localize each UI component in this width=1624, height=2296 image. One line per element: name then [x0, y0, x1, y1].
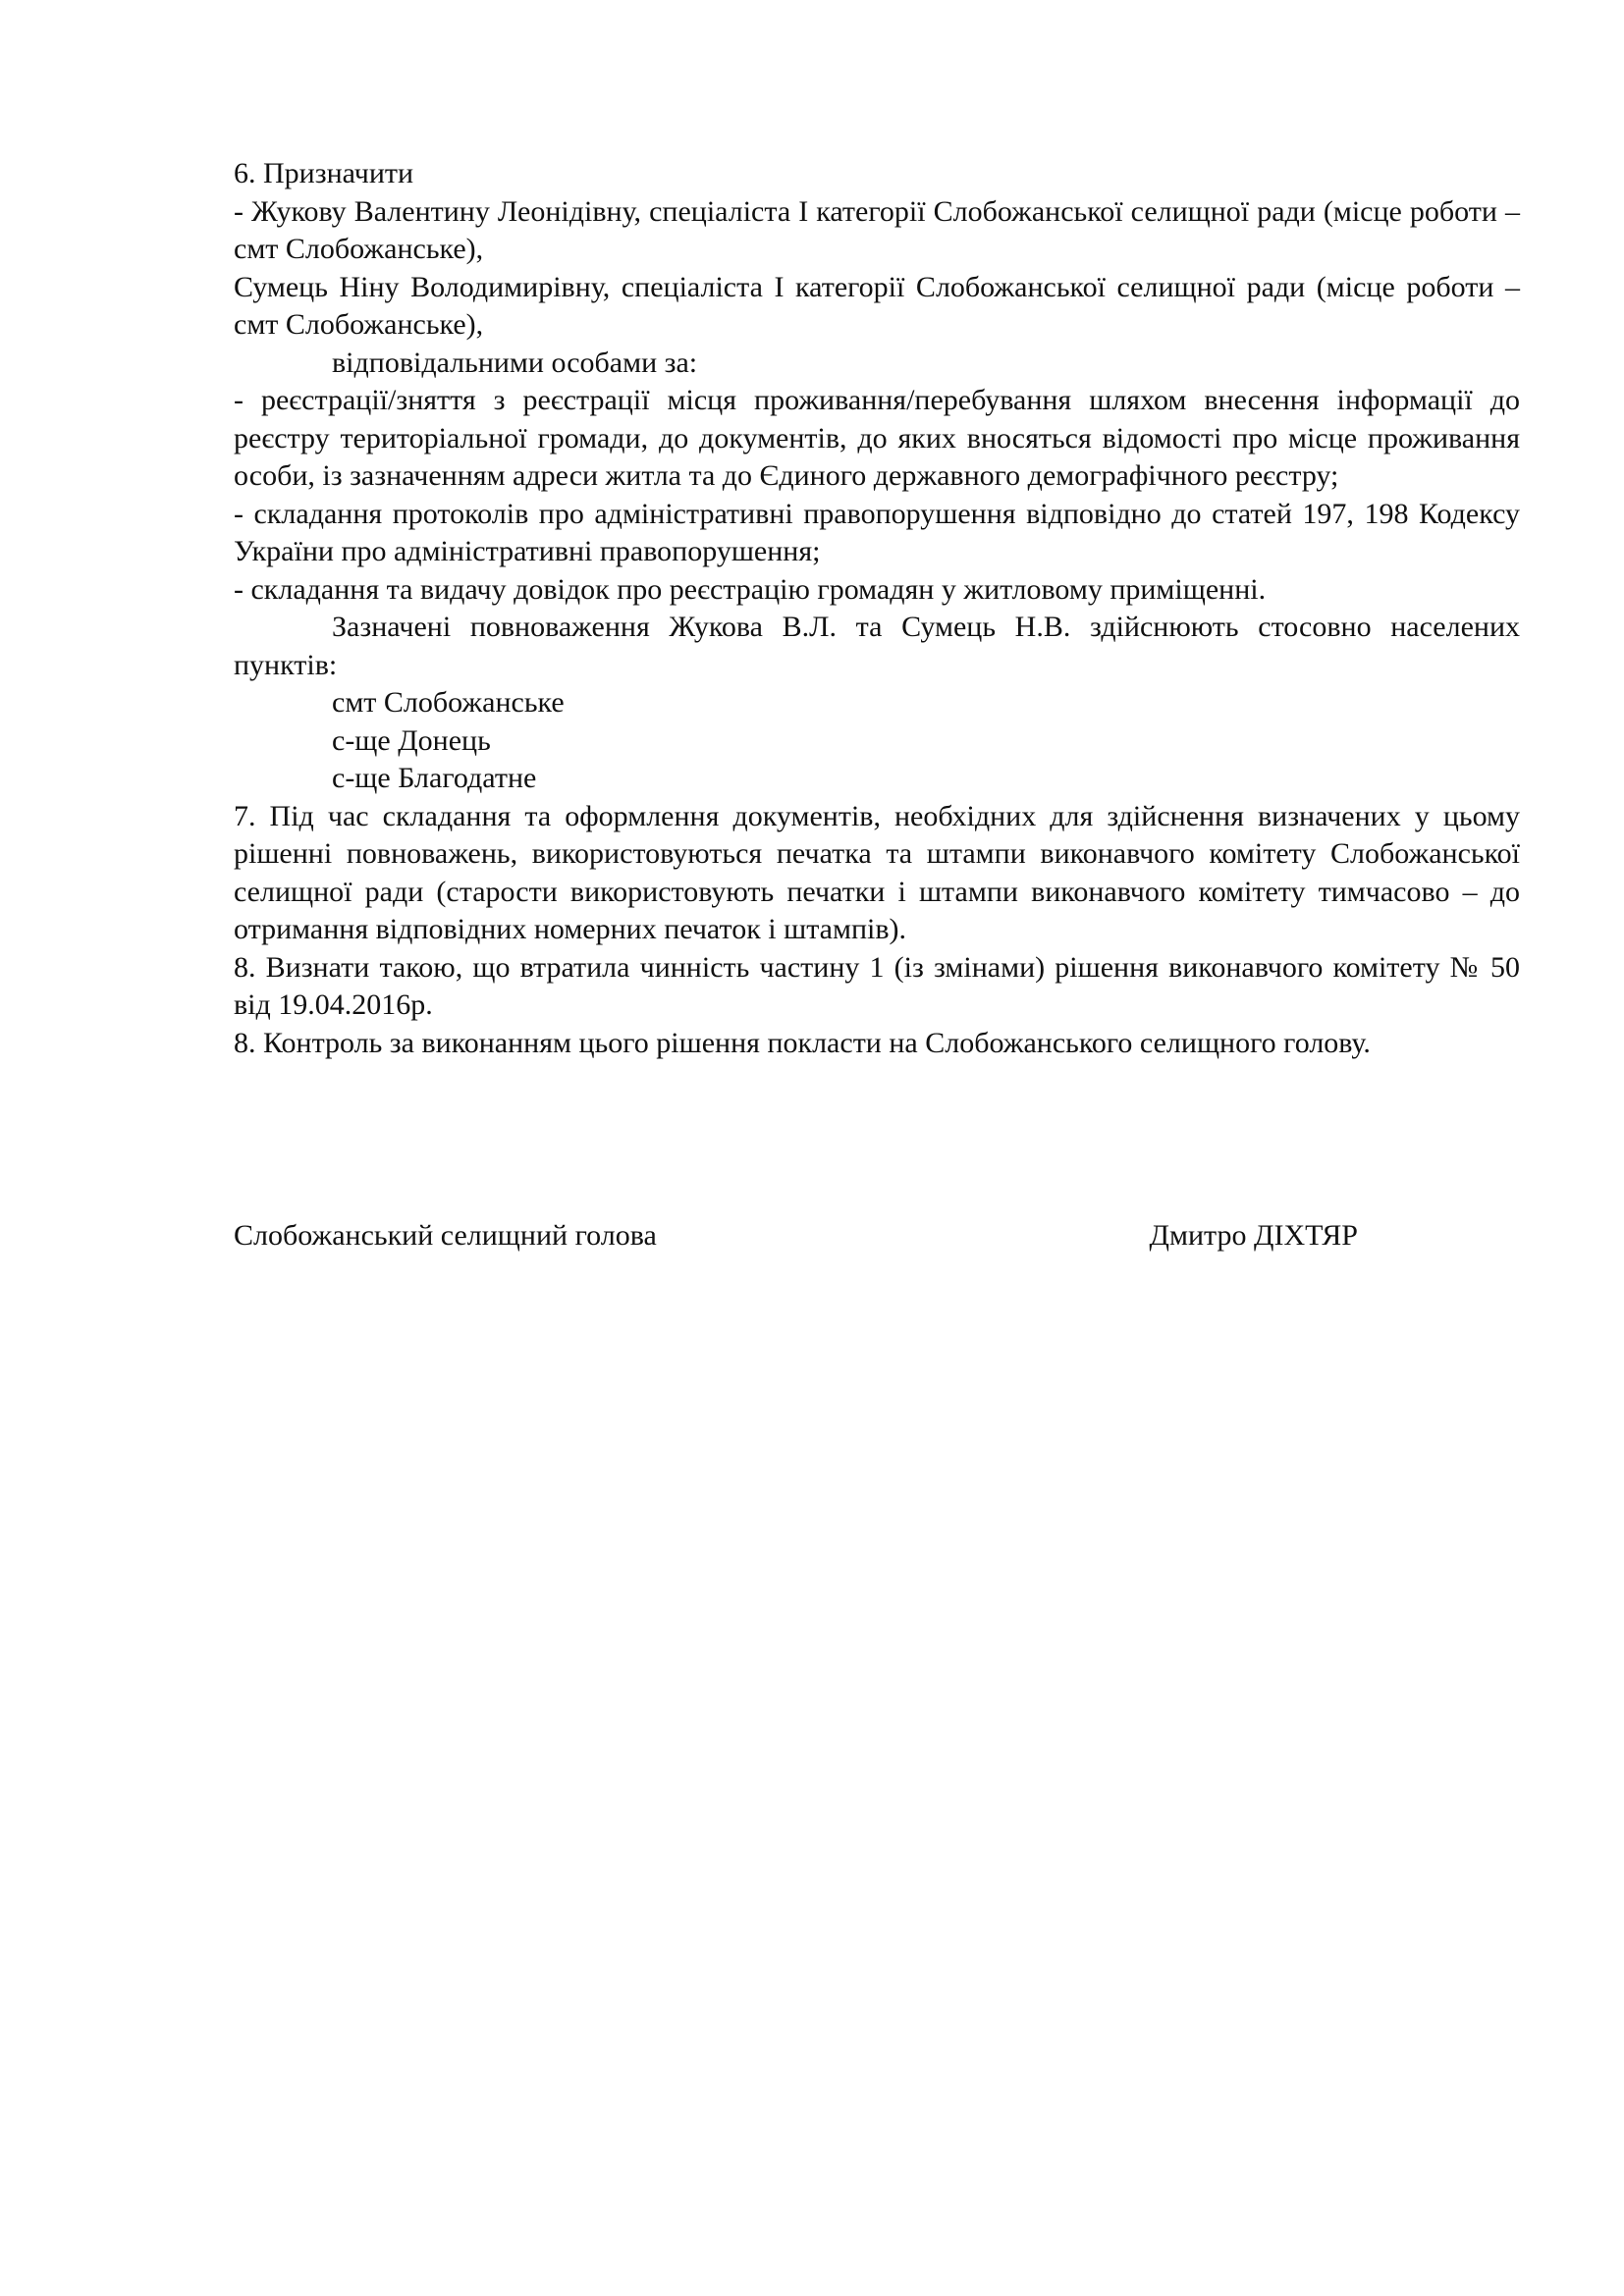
signatory-role: Слобожанський селищний голова	[234, 1219, 657, 1252]
item6-duty2: - складання протоколів про адміністративні правопорушення відповідно до статей 197, 198 Кодексу України про адміністративні правопорушення;	[234, 497, 1520, 567]
item6-person2: Сумець Ніну Володимирівну, спеціаліста І категорії Слобожанської селищної ради (місце роботи – смт Слобожанське),	[234, 270, 1520, 341]
item6-person1: - Жукову Валентину Леонідівну, спеціаліста І категорії Слобожанської селищної ради (місце роботи – смт Слобожанське),	[234, 194, 1520, 265]
document-body	[234, 155, 1520, 1062]
item6-duty1: - реєстрації/зняття з реєстрації місця проживання/перебування шляхом внесення інформації до реєстру територіальної громади, до документів, до яких вносяться відомості про місце проживання особи, із зазначенням адреси житла та до Єдиного державного демографічного реєстру;	[234, 384, 1520, 492]
signatory-name: Дмитро ДІХТЯР	[1149, 1219, 1358, 1252]
item6-heading: 6. Призначити	[234, 157, 414, 189]
item6-scope: Зазначені повноваження Жукова В.Л. та Сумець Н.В. здійснюють стосовно населених пунктів:	[234, 611, 1520, 681]
settlement-item: с-ще Донець	[332, 723, 491, 757]
item7: 7. Під час складання та оформлення документів, необхідних для здійснення визначених у цьому рішенні повноважень, використовуються печатка та штампи виконавчого комітету Слобожанської селищної ради (старости використовують печатки і штампи виконавчого комітету тимчасово – до отримання відповідних номерних печаток і штампів).	[234, 799, 1520, 945]
settlement-item: смт Слобожанське	[332, 686, 565, 719]
item8-control: 8. Контроль за виконанням цього рішення покласти на Слобожанського селищного голову.	[234, 1026, 1371, 1059]
item6-responsible: відповідальними особами за:	[332, 346, 698, 379]
settlement-item: с-ще Благодатне	[332, 762, 537, 794]
item6-duty3: - складання та видачу довідок про реєстрацію громадян у житловому приміщенні.	[234, 572, 1267, 606]
item8-invalidation: 8. Визнати такою, що втратила чинність частину 1 (із змінами) рішення виконавчого комітету № 50 від 19.04.2016р.	[234, 950, 1520, 1021]
